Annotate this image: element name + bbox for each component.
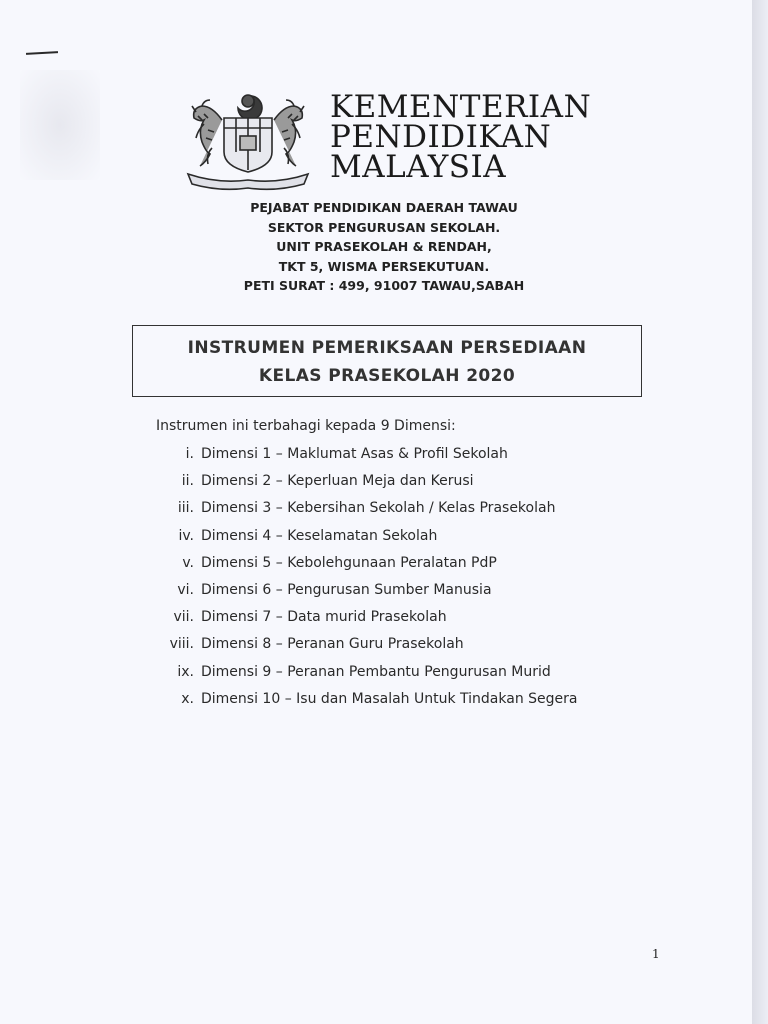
scan-smudge <box>20 70 100 180</box>
intro-text: Instrumen ini terbahagi kepada 9 Dimensi: <box>156 418 456 434</box>
title-line-2: KELAS PRASEKOLAH 2020 <box>258 366 516 386</box>
list-number: iii. <box>177 500 194 517</box>
list-text: Dimensi 5 – Kebolehgunaan Peralatan PdP <box>201 554 497 571</box>
list-number: v. <box>182 554 194 571</box>
list-text: Dimensi 3 – Kebersihan Sekolah / Kelas Prasekolah <box>201 500 556 517</box>
list-item <box>150 606 578 633</box>
address-line: PETI SURAT : 499, 91007 TAWAU,SABAH <box>243 278 525 293</box>
ministry-line-3: MALAYSIA <box>330 149 507 185</box>
page-edge <box>752 0 768 1024</box>
list-number: vi. <box>177 581 194 598</box>
list-number: ix. <box>177 663 194 680</box>
address-line: TKT 5, WISMA PERSEKUTUAN. <box>278 258 490 274</box>
list-number: iv. <box>178 527 194 544</box>
list-item <box>150 661 578 688</box>
ministry-line-1: KEMENTERIAN <box>330 89 592 125</box>
ministry-name <box>330 89 592 185</box>
list-item <box>150 497 578 524</box>
address-line: UNIT PRASEKOLAH & RENDAH, <box>276 239 492 254</box>
list-item <box>150 525 578 552</box>
list-item <box>150 579 578 606</box>
list-number: viii. <box>169 636 194 653</box>
title-line-1: INSTRUMEN PEMERIKSAAN PERSEDIAAN <box>187 338 587 358</box>
list-text: Dimensi 9 – Peranan Pembantu Pengurusan Murid <box>201 663 551 680</box>
list-text: Dimensi 1 – Maklumat Asas & Profil Sekolah <box>201 446 508 462</box>
list-item <box>150 443 578 470</box>
list-text: Dimensi 2 – Keperluan Meja dan Kerusi <box>201 473 474 490</box>
list-text: Dimensi 10 – Isu dan Masalah Untuk Tindakan Segera <box>201 690 578 707</box>
address-line: PEJABAT PENDIDIKAN DAERAH TAWAU <box>250 200 518 215</box>
address-line: SEKTOR PENGURUSAN SEKOLAH. <box>267 219 501 235</box>
list-item <box>150 470 578 497</box>
list-number: vii. <box>173 609 194 626</box>
office-address <box>0 198 768 296</box>
list-number: x. <box>181 690 194 707</box>
list-number: i. <box>185 446 194 462</box>
list-item <box>150 633 578 660</box>
list-text: Dimensi 4 – Keselamatan Sekolah <box>201 527 438 544</box>
list-number: ii. <box>181 473 194 490</box>
dimension-list <box>150 443 578 715</box>
malaysia-coat-of-arms-icon <box>182 88 314 192</box>
ministry-line-2: PENDIDIKAN <box>330 119 552 155</box>
document-title-box <box>132 325 642 397</box>
list-text: Dimensi 7 – Data murid Prasekolah <box>201 609 447 626</box>
list-item <box>150 688 578 715</box>
list-text: Dimensi 8 – Peranan Guru Prasekolah <box>201 636 464 653</box>
list-text: Dimensi 6 – Pengurusan Sumber Manusia <box>201 581 492 598</box>
page-number: 1 <box>652 947 660 961</box>
list-item <box>150 552 578 579</box>
